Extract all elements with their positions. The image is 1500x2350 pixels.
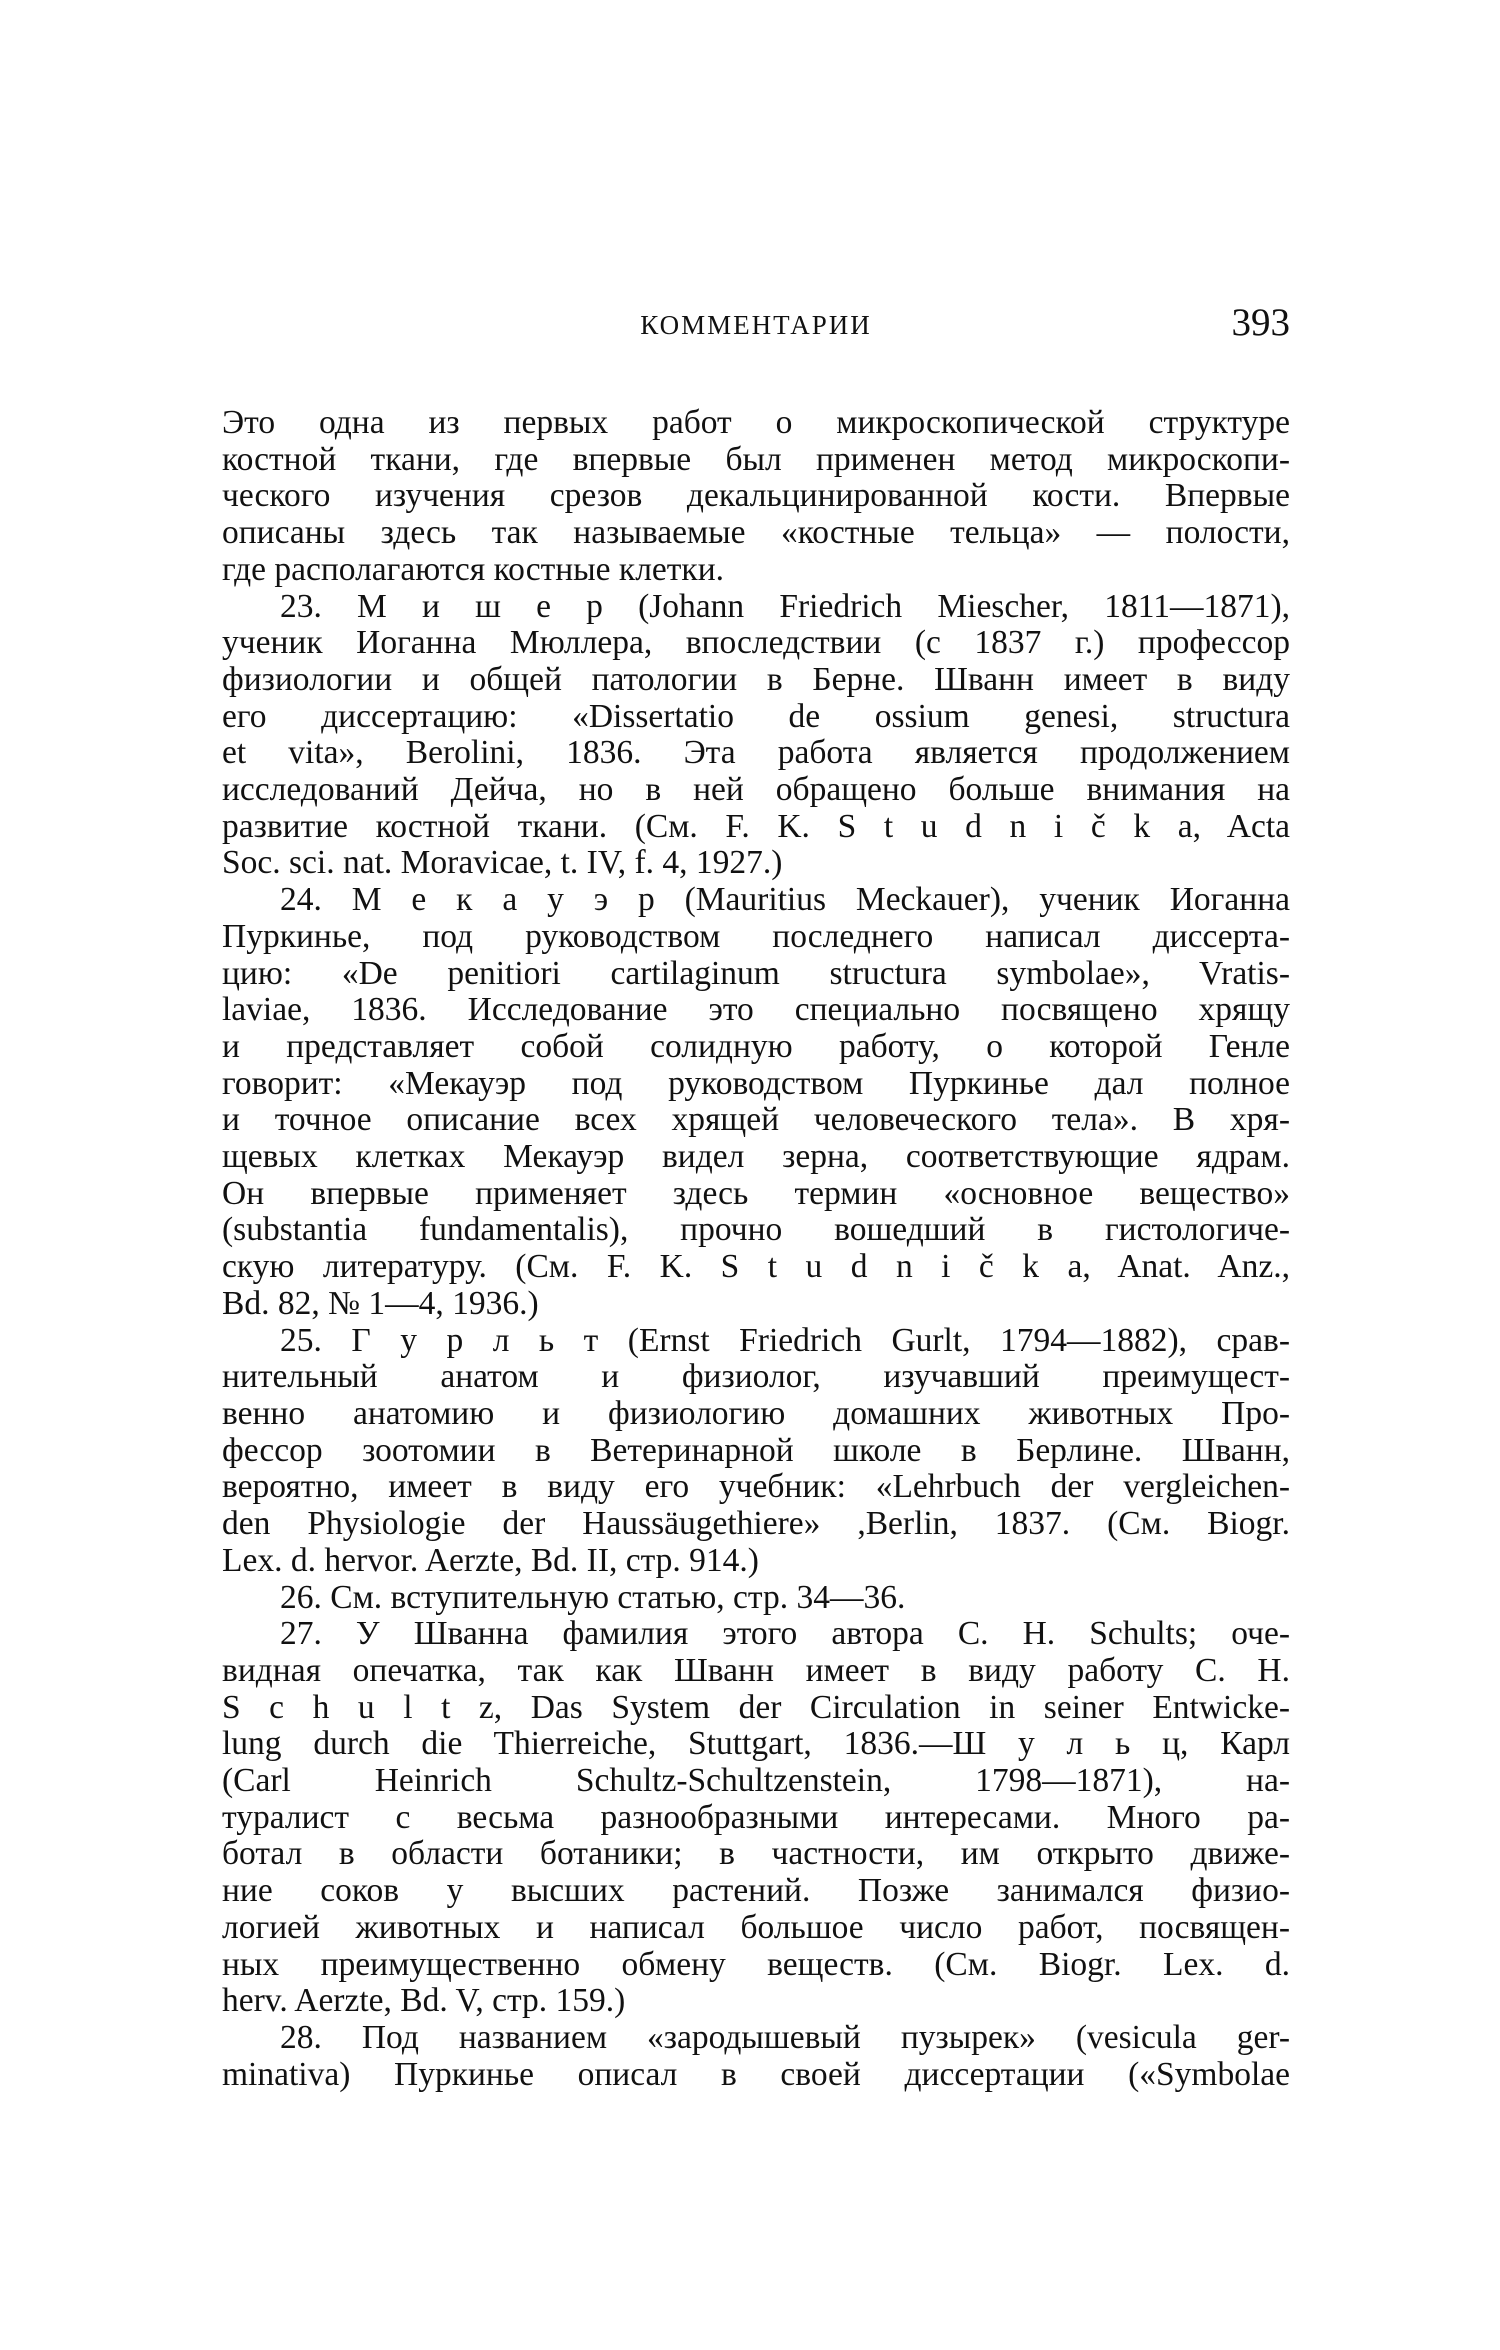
text-line: Bd. 82, № 1—4, 1936.) [222,1284,539,1322]
text-line: minativa) Пуркинье описал в своей диссертации («Symbolae [222,2055,1290,2093]
text-line: скую литературу. (См. F. K. S t u d n i č k a, Anat. Anz., [222,1248,1290,1286]
text-line: ческого изучения срезов декальцинированной кости. Впервые [222,477,1290,515]
text-line: den Physiologie der Haussäugethiere» ,Berlin, 1837. (См. Biogr. [222,1505,1290,1543]
text-line: физиологии и общей патологии в Берне. Шванн имеет в виду [222,660,1290,698]
text-line: говорит: «Мекауэр под руководством Пуркинье дал полное [222,1064,1290,1102]
commentary-text [222,405,1290,2093]
running-title: КОММЕНТАРИИ [640,310,872,340]
text-line: цию: «De penitiori cartilaginum structura symbolae», Vratis- [222,954,1290,992]
text-line: Lex. d. hervor. Aerzte, Bd. II, стр. 914.) [222,1541,759,1579]
text-line: логией животных и написал большое число работ, посвящен- [222,1908,1290,1946]
text-line: (substantia fundamentalis), прочно вошедший в гистологиче- [222,1211,1290,1249]
note-25-start: 25. Г у р л ь т (Ernst Friedrich Gurlt, 1794—1882), срав- [280,1321,1290,1359]
text-line: костной ткани, где впервые был применен метод микроскопи- [222,440,1290,478]
text-line: фессор зоотомии в Ветеринарной школе в Берлине. Шванн, [222,1431,1290,1469]
text-line: S c h u l t z, Das System der Circulation in seiner Entwicke- [222,1688,1290,1726]
note-26: 26. См. вступительную статью, стр. 34—36. [280,1578,906,1616]
text-line: ных преимущественно обмену веществ. (См. Biogr. Lex. d. [222,1945,1290,1983]
text-line: Это одна из первых работ о микроскопической структуре [222,404,1290,441]
text-line: et vita», Berolini, 1836. Эта работа является продолжением [222,734,1290,772]
text-line: щевых клетках Мекауэр видел зерна, соответствующие ядрам. [222,1138,1290,1176]
text-line: herv. Aerzte, Bd. V, стр. 159.) [222,1982,626,2020]
text-line: Soc. sci. nat. Moravicae, t. IV, f. 4, 1927.) [222,844,783,882]
text-line: нительный анатом и физиолог, изучавший преимущест- [222,1358,1290,1396]
page-header [222,300,1290,360]
text-line: и точное описание всех хрящей человеческого тела». В хря- [222,1101,1290,1139]
text-line: и представляет собой солидную работу, о которой Генле [222,1027,1290,1065]
text-line: ботал в области ботаники; в частности, им открыто движе- [222,1835,1290,1873]
text-line: Он впервые применяет здесь термин «основное вещество» [222,1174,1290,1212]
text-line: видная опечатка, так как Шванн имеет в виду работу C. H. [222,1651,1290,1689]
text-line: исследований Дейча, но в ней обращено больше внимания на [222,771,1290,809]
text-line: laviae, 1836. Исследование это специально посвящено хрящу [222,991,1290,1029]
text-line: развитие костной ткани. (См. F. K. S t u d n i č k a, Acta [222,807,1290,845]
note-28-start: 28. Под названием «зародышевый пузырек» (vesicula ger- [280,2018,1290,2056]
note-23-start: 23. М и ш е р (Johann Friedrich Miescher, 1811—1871), [280,587,1290,625]
text-line: ние соков у высших растений. Позже занимался физио- [222,1872,1290,1910]
text-line: описаны здесь так называемые «костные тельца» — полости, [222,514,1290,552]
text-line: (Carl Heinrich Schultz-Schultzenstein, 1798—1871), на- [222,1762,1290,1800]
text-line: вероятно, имеет в виду его учебник: «Lehrbuch der vergleichen- [222,1468,1290,1506]
text-line: Пуркинье, под руководством последнего написал диссерта- [222,917,1290,955]
text-line: lung durch die Thierreiche, Stuttgart, 1836.—Ш у л ь ц, Карл [222,1725,1290,1763]
text-line: туралист с весьма разнообразными интересами. Много ра- [222,1798,1290,1836]
text-line: ученик Иоганна Мюллера, впоследствии (с 1837 г.) профессор [222,624,1290,662]
note-27-start: 27. У Шванна фамилия этого автора C. H. Schults; оче- [280,1615,1290,1653]
text-line: венно анатомию и физиологию домашних животных Про- [222,1394,1290,1432]
note-24-start: 24. М е к а у э р (Mauritius Meckauer), ученик Иоганна [280,881,1290,919]
text-line: его диссертацию: «Dissertatio de ossium genesi, structura [222,697,1290,735]
text-line: где располагаются костные клетки. [222,550,724,588]
page-number: 393 [1231,301,1290,344]
